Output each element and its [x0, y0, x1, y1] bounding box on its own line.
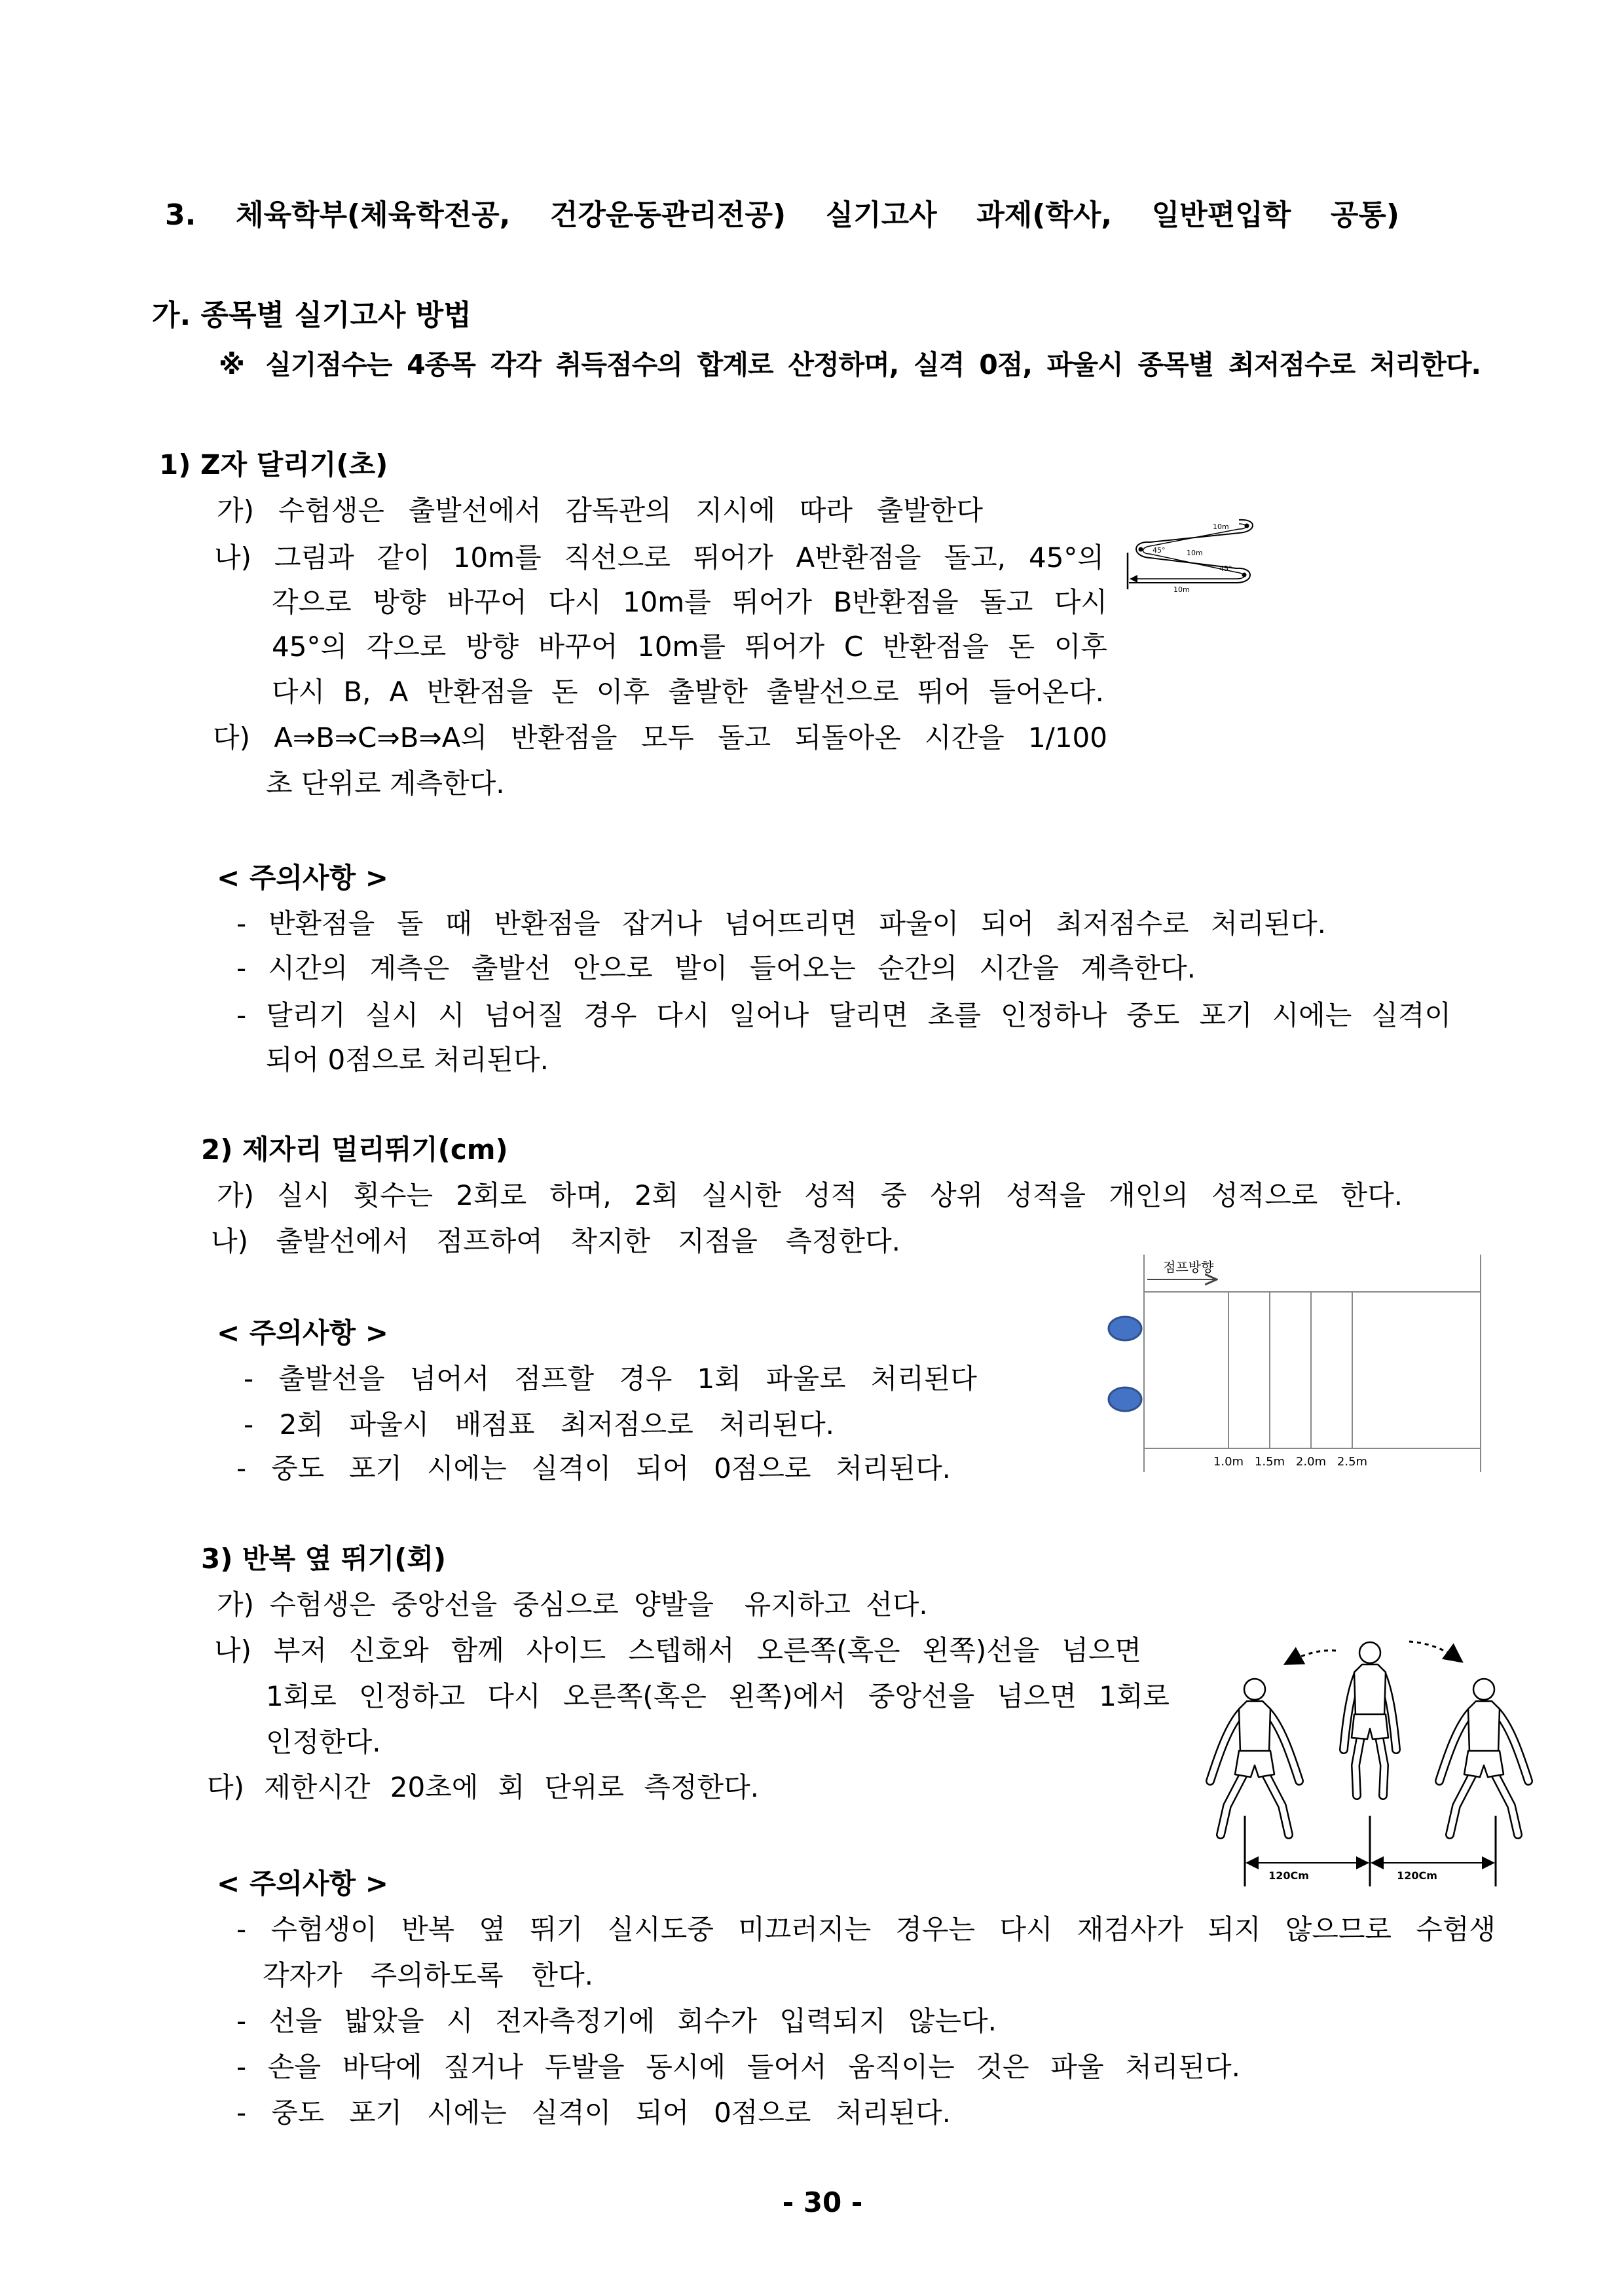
distance-label: 1.5m: [1254, 1455, 1285, 1469]
page-number: - 30 -: [782, 2186, 863, 2218]
caution-line: - 달리기 실시 시 넘어질 경우 다시 일어나 달리면 초를 인정하나 중도 포기 시에는 실격이: [236, 999, 1451, 1031]
caution-line: - 시간의 계측은 출발선 안으로 발이 들어오는 순간의 시간을 계측한다.: [236, 952, 1196, 984]
distance-label: 120Cm: [1268, 1869, 1309, 1882]
z-run-label: 10m: [1187, 549, 1203, 557]
event-title-side-step: 3) 반복 옆 뛰기(회): [201, 1543, 447, 1575]
move-right-arrow: [1409, 1642, 1460, 1661]
jump-direction-label: 점프방향: [1163, 1259, 1214, 1275]
head: [1244, 1679, 1265, 1700]
caution-line: - 손을 바닥에 짚거나 두발을 동시에 들어서 움직이는 것은 파울 처리된다.: [236, 2051, 1240, 2083]
instruction-line: 다시 B, A 반환점을 돈 이후 출발한 출발선으로 뛰어 들어온다.: [272, 676, 1104, 708]
section-title: 3. 체육학부(체육학전공, 건강운동관리전공) 실기고사 과제(학사, 일반편입학 공통): [165, 198, 1399, 232]
torso: [1354, 1664, 1386, 1716]
instruction-line: 초 단위로 계측한다.: [266, 767, 505, 799]
instruction-line: 가) 실시 횟수는 2회로 하며, 2회 실시한 성적 중 상위 성적을 개인의 성적으로 한다.: [217, 1179, 1403, 1211]
long-jump-diagram: [1100, 1251, 1493, 1480]
caution-heading: < 주의사항 >: [217, 1317, 388, 1349]
torso: [1239, 1701, 1270, 1752]
caution-line: - 반환점을 돌 때 반환점을 잡거나 넘어뜨리면 파울이 되어 최저점수로 처리된다.: [236, 908, 1326, 940]
caution-line: 되어 0점으로 처리된다.: [266, 1044, 549, 1076]
turn-point-c: [1245, 524, 1249, 528]
caution-line: - 2회 파울시 배점표 최저점으로 처리된다.: [244, 1408, 834, 1441]
athlete-center: [1344, 1642, 1396, 1795]
caution-line: - 수험생이 반복 옆 뛰기 실시도중 미끄러지는 경우는 다시 재검사가 되지 않으므로 수험생: [236, 1913, 1496, 1945]
instruction-line: 1회로 인정하고 다시 오른쪽(혹은 왼쪽)에서 중앙선을 넘으면 1회로: [266, 1680, 1170, 1712]
z-run-label: 45°: [1219, 564, 1232, 573]
z-run-diagram: [1121, 516, 1266, 595]
turn-point-a: [1242, 573, 1247, 578]
instruction-line: 나) 부저 신호와 함께 사이드 스텝해서 오른쪽(혹은 왼쪽)선을 넘으면: [214, 1634, 1141, 1666]
instruction-line: 나) 출발선에서 점프하여 착지한 지점을 측정한다.: [211, 1225, 900, 1257]
z-run-label: 45°: [1153, 546, 1166, 555]
instruction-line: 나) 그림과 같이 10m를 직선으로 뛰어가 A반환점을 돌고, 45°의: [214, 542, 1104, 574]
z-run-label: 10m: [1213, 523, 1229, 531]
head: [1359, 1642, 1380, 1663]
caution-line: - 중도 포기 시에는 실격이 되어 0점으로 처리된다.: [236, 1452, 951, 1484]
instruction-line: 다) A⇒B⇒C⇒B⇒A의 반환점을 모두 돌고 되돌아온 시간을 1/100: [213, 722, 1107, 754]
side-step-diagram: [1179, 1624, 1559, 1896]
foot-marker-lower: [1109, 1387, 1141, 1411]
shorts: [1235, 1751, 1274, 1777]
distance-label: 2.0m: [1295, 1455, 1327, 1469]
head: [1473, 1679, 1494, 1700]
distance-label: 2.5m: [1337, 1455, 1368, 1469]
instruction-line: 45°의 각으로 방향 바꾸어 10m를 뛰어가 C 반환점을 돈 이후: [272, 631, 1107, 663]
distance-label: 120Cm: [1397, 1869, 1437, 1882]
caution-heading: < 주의사항 >: [217, 1867, 388, 1900]
caution-line: - 선을 밟았을 시 전자측정기에 회수가 입력되지 않는다.: [236, 2005, 997, 2037]
shorts: [1352, 1714, 1388, 1739]
caution-heading: < 주의사항 >: [217, 862, 388, 894]
caution-line: - 중도 포기 시에는 실격이 되어 0점으로 처리된다.: [236, 2097, 951, 2129]
distance-label: 1.0m: [1213, 1455, 1244, 1469]
event-title-long-jump: 2) 제자리 멀리뛰기(cm): [201, 1133, 508, 1166]
event-title-z-run: 1) Z자 달리기(초): [159, 449, 388, 481]
instruction-line: 인정한다.: [266, 1726, 381, 1758]
z-run-label: 10m: [1173, 585, 1190, 594]
foot-marker-upper: [1109, 1317, 1141, 1340]
instruction-line: 다) 제한시간 20초에 회 단위로 측정한다.: [207, 1771, 759, 1803]
move-left-arrow: [1287, 1651, 1336, 1663]
shorts: [1464, 1751, 1504, 1777]
caution-line: 각자가 주의하도록 한다.: [263, 1959, 593, 1991]
athlete-right: [1439, 1679, 1528, 1835]
athlete-left: [1210, 1679, 1299, 1835]
caution-line: - 출발선을 넘어서 점프할 경우 1회 파울로 처리된다: [244, 1363, 977, 1395]
instruction-line: 가) 수험생은 중앙선을 중심으로 양발을 유지하고 선다.: [217, 1588, 928, 1621]
turn-point-b: [1139, 547, 1143, 552]
scoring-note: ※ 실기점수는 4종목 각각 취득점수의 합계로 산정하며, 실격 0점, 파울시 종목별 최저점수로 처리한다.: [219, 349, 1481, 380]
instruction-line: 가) 수험생은 출발선에서 감독관의 지시에 따라 출발한다: [217, 494, 983, 526]
instruction-line: 각으로 방향 바꾸어 다시 10m를 뛰어가 B반환점을 돌고 다시: [272, 586, 1107, 618]
torso: [1468, 1701, 1500, 1752]
method-heading: 가. 종목별 실기고사 방법: [152, 299, 471, 332]
